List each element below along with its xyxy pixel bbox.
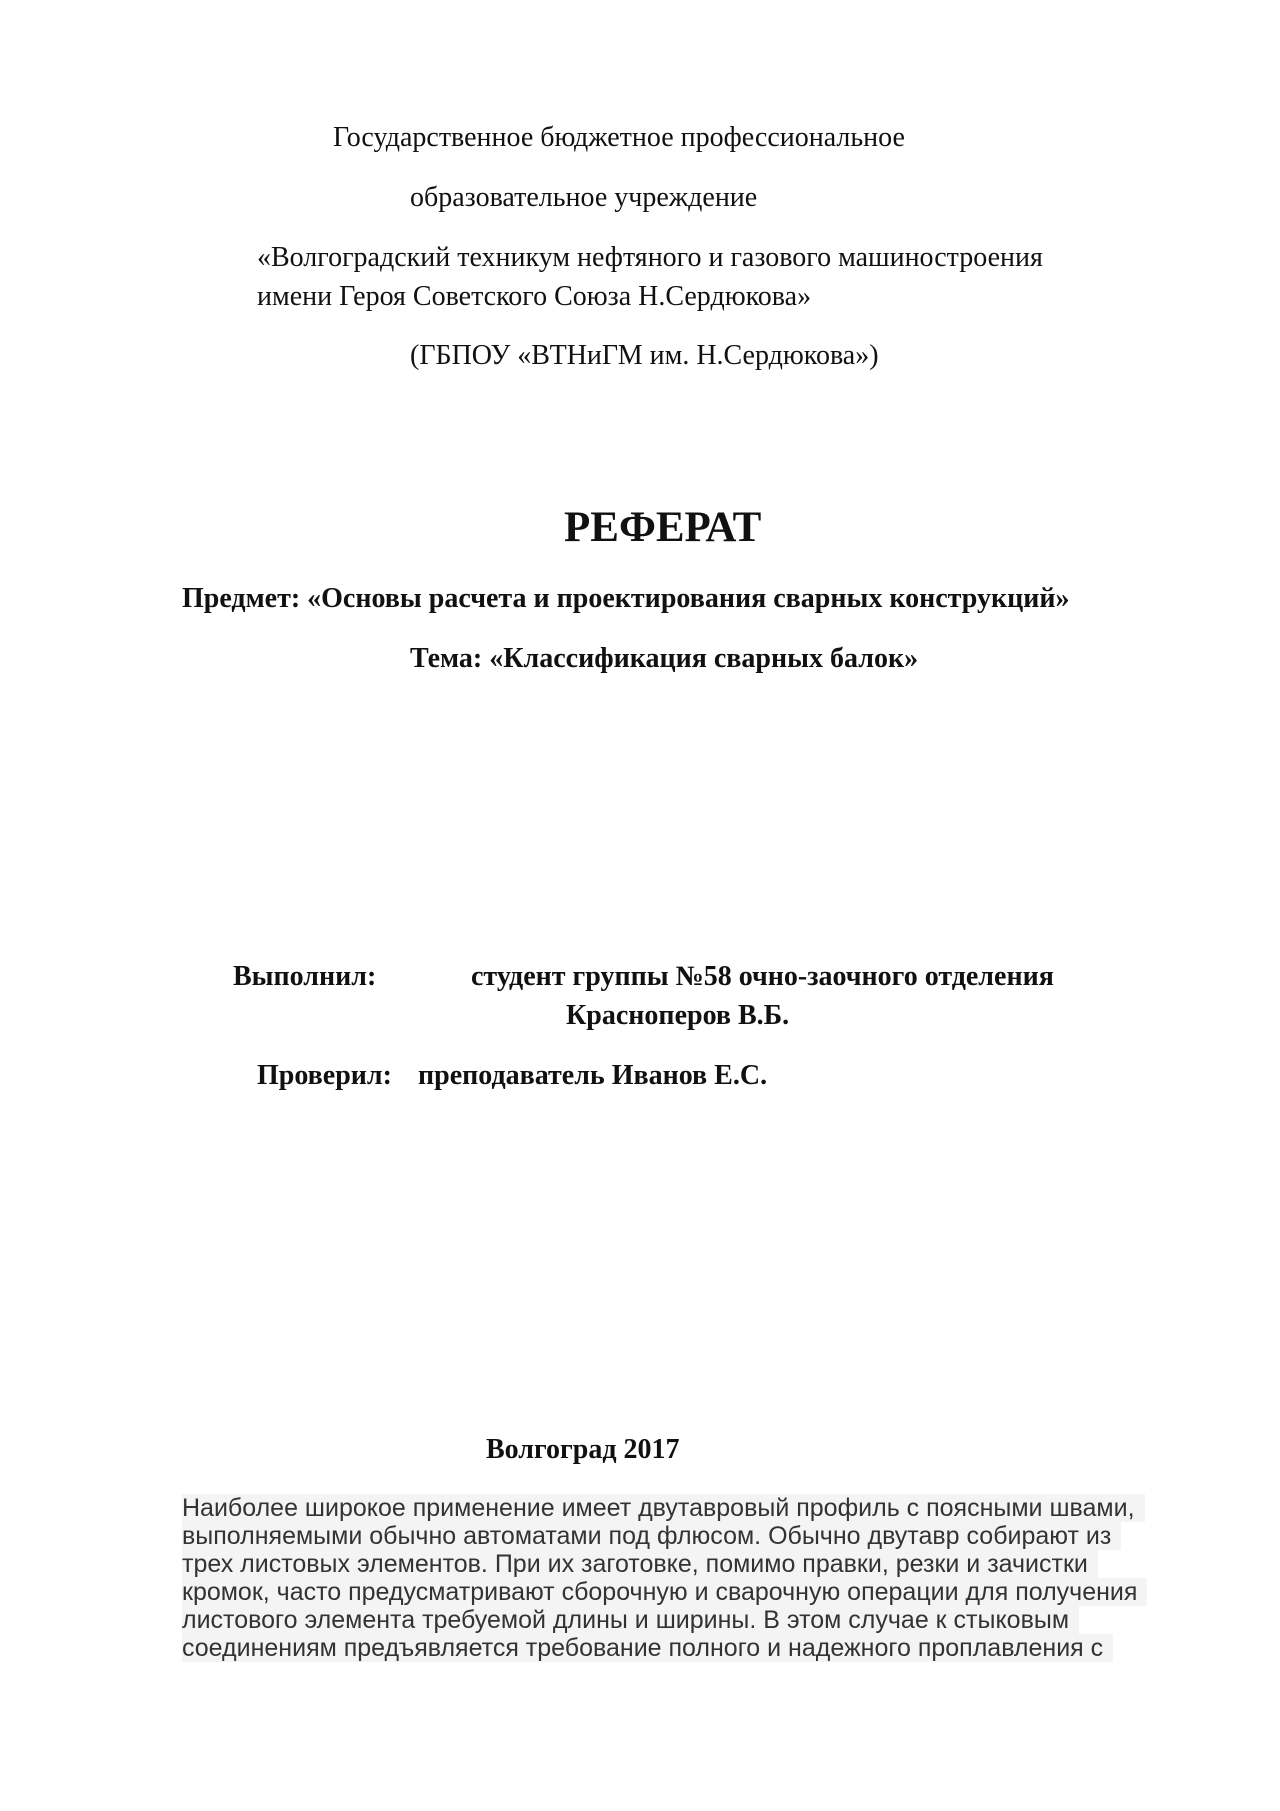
checked-label: Проверил: [257, 1060, 392, 1091]
institution-line-3: «Волгоградский техникум нефтяного и газового машиностроения [257, 242, 1043, 273]
topic-line: Тема: «Классификация сварных балок» [410, 643, 919, 674]
performed-name: Красноперов В.Б. [566, 1000, 790, 1031]
body-line: выполняемыми обычно автоматами под флюсом. Обычно двутавр собирают из [182, 1522, 1121, 1550]
institution-line-1: Государственное бюджетное профессиональное [333, 122, 905, 153]
performed-label: Выполнил: [233, 961, 377, 992]
performed-value: студент группы №58 очно-заочного отделения [471, 961, 1054, 992]
institution-abbreviation: (ГБПОУ «ВТНиГМ им. Н.Сердюкова») [410, 340, 879, 371]
document-title: РЕФЕРАТ [564, 504, 762, 551]
checked-value: преподаватель Иванов Е.С. [418, 1060, 768, 1091]
body-line: листового элемента требуемой длины и ширины. В этом случае к стыковым [182, 1606, 1079, 1634]
body-line: соединениям предъявляется требование полного и надежного проплавления с [182, 1634, 1113, 1662]
subject-line: Предмет: «Основы расчета и проектирования сварных конструкций» [182, 583, 1070, 614]
body-line: кромок, часто предусматривают сборочную и сварочную операции для получения [182, 1578, 1147, 1606]
body-paragraph [182, 1494, 1182, 1662]
body-line: трех листовых элементов. При их заготовке, помимо правки, резки и зачистки [182, 1550, 1098, 1578]
city-year: Волгоград 2017 [486, 1434, 680, 1465]
institution-line-4: имени Героя Советского Союза Н.Сердюкова» [257, 281, 812, 312]
institution-line-2: образовательное учреждение [410, 182, 758, 213]
body-line: Наиболее широкое применение имеет двутавровый профиль с поясными швами, [182, 1494, 1145, 1522]
